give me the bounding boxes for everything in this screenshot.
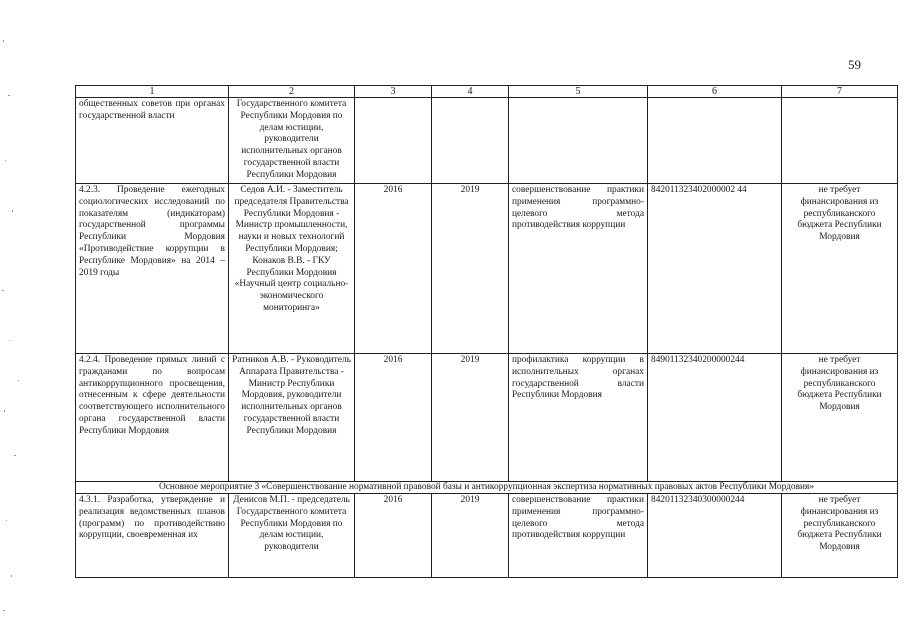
table-row [76,98,898,184]
funding-cell: не требует финансирования из республиканского бюджета Республики Мордовия [782,354,898,482]
budget-code-cell: 84201132340300000244 [648,494,782,578]
funding-cell: не требует финансирования из республиканского бюджета Республики Мордовия [782,184,898,354]
column-number-1: 1 [76,86,229,98]
end-year-cell: 2019 [432,494,509,578]
responsible-cell: Государственного комитета Республики Мордовия по делам юстиции, руководители исполнительных органов государственной власти Республики Мордовия [229,98,355,184]
page-number: 59 [848,57,861,72]
result-cell [509,98,648,184]
column-number-3: 3 [355,86,432,98]
column-number-2: 2 [229,86,355,98]
funding-cell: не требует финансирования из республиканского бюджета Республики Мордовия [782,494,898,578]
table-row [76,494,898,578]
budget-code-cell: 842011323402000002 44 [648,184,782,354]
responsible-cell: Седов А.И. - Заместитель председателя Правительства Республики Мордовия - Министр промышленности, науки и новых технологий Республики Мордовия; Конаков В.В. - ГКУ Республики Мордовия «Научный центр социально-экономического мониторинга» [229,184,355,354]
column-number-4: 4 [432,86,509,98]
measure-cell: 4.3.1. Разработка, утверждение и реализация ведомственных планов (программ) по противодействию коррупции, своевременная их [76,494,229,578]
start-year-cell: 2016 [355,354,432,482]
end-year-cell [432,98,509,184]
responsible-cell: Ратников А.В. - Руководитель Аппарата Правительства - Министр Республики Мордовия, руководители исполнительных органов государственной власти Республики Мордовия [229,354,355,482]
result-cell: совершенствование практики применения программно-целевого метода противодействия коррупции [509,494,648,578]
funding-cell [782,98,898,184]
result-cell: профилактика коррупции в исполнительных органах государственной власти Республики Мордовия [509,354,648,482]
end-year-cell: 2019 [432,184,509,354]
column-number-5: 5 [509,86,648,98]
start-year-cell: 2016 [355,184,432,354]
measure-cell: общественных советов при органах государственной власти [76,98,229,184]
measures-table [75,85,898,578]
scan-edge-noise [0,0,34,640]
measure-cell: 4.2.3. Проведение ежегодных социологических исследований по показателям (индикаторам) государственной программы Республики Мордовия «Противодействие коррупции в Республике Мордовия» на 2014 – 2019 годы [76,184,229,354]
section-title: Основное мероприятие 3 «Совершенствование нормативной правовой базы и антикоррупционная экспертиза нормативных правовых актов Республики Мордовия» [76,482,898,494]
table-row [76,354,898,482]
measure-cell: 4.2.4. Проведение прямых линий с гражданами по вопросам антикоррупционного просвещения, отнесенным к сфере деятельности соответствующего исполнительного органа государственной власти Республики Мордовия [76,354,229,482]
section-row [76,482,898,494]
column-number-row [76,86,898,98]
budget-code-cell [648,98,782,184]
budget-code-cell: 84901132340200000244 [648,354,782,482]
result-cell: совершенствование практики применения программно-целевого метода противодействия коррупции [509,184,648,354]
responsible-cell: Денисов М.П. - председатель Государственного комитета Республики Мордовия по делам юстиции, руководители [229,494,355,578]
start-year-cell: 2016 [355,494,432,578]
end-year-cell: 2019 [432,354,509,482]
column-number-7: 7 [782,86,898,98]
column-number-6: 6 [648,86,782,98]
start-year-cell [355,98,432,184]
table-row [76,184,898,354]
